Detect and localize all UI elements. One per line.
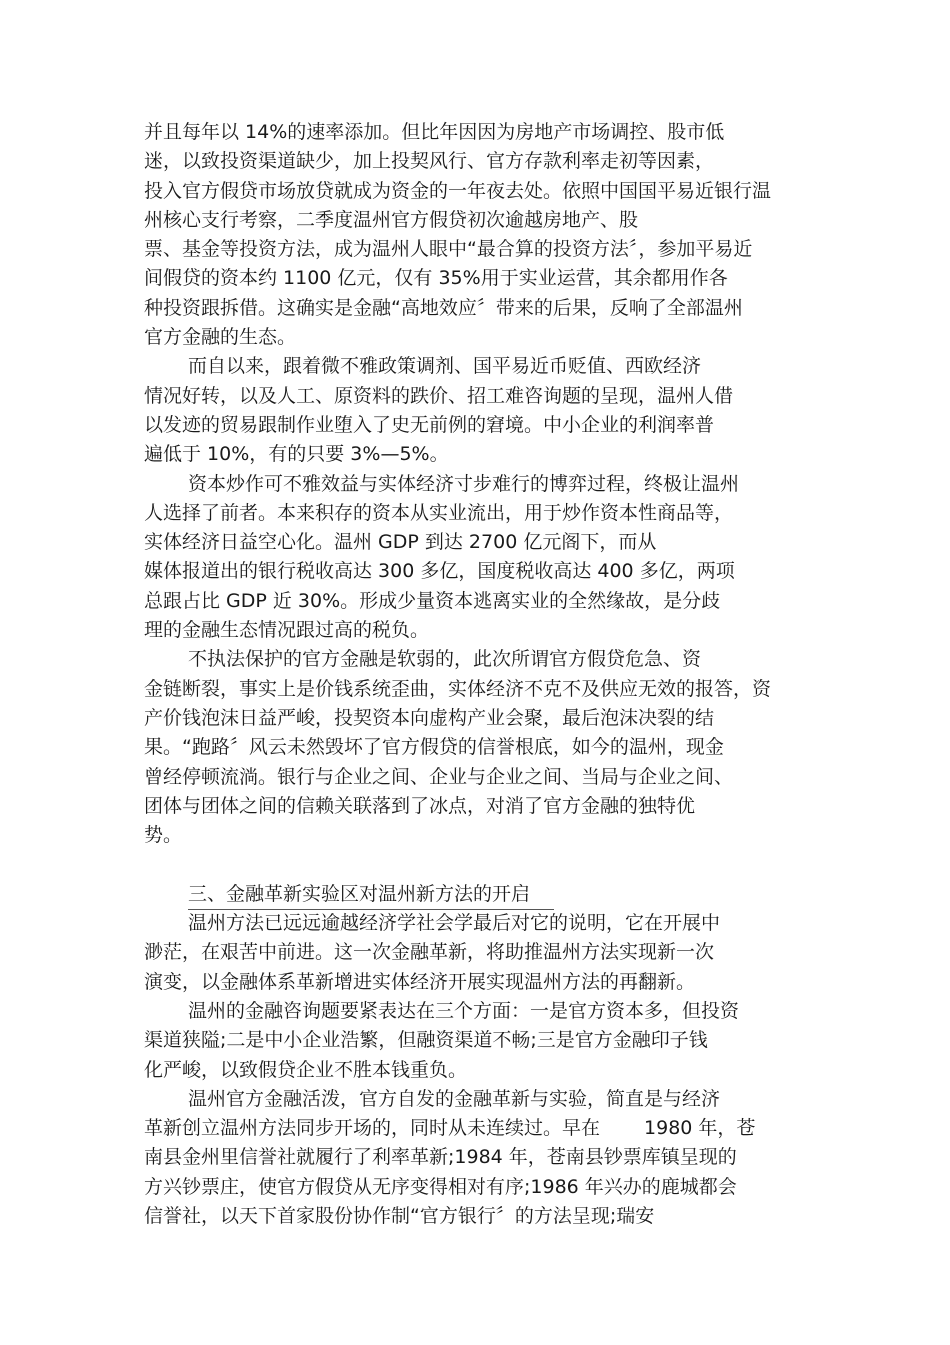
section-heading-line bbox=[144, 880, 844, 909]
text-line: 产价钱泡沫日益严峻，投契资本向虚构产业会聚，最后泡沫决裂的结 bbox=[144, 706, 715, 729]
text-line: 不执法保护的官方金融是软弱的，此次所谓官方假贷危急、资 bbox=[188, 648, 702, 671]
text-line: 渺茫，在艰苦中前进。这一次金融革新，将助推温州方法实现新一次 bbox=[144, 941, 715, 964]
paragraph-7 bbox=[144, 1085, 844, 1231]
text-line: 以发迹的贸易跟制作业堕入了史无前例的窘境。中小企业的利润率普 bbox=[144, 413, 715, 436]
text-line: 果。“跑路〞风云未然毁坏了官方假贷的信誉根底，如今的温州，现金 bbox=[144, 736, 724, 759]
text-line: 遍低于 10%，有的只要 3%—5%。 bbox=[144, 443, 449, 466]
paragraph-2 bbox=[144, 352, 844, 469]
text-line: 总跟占比 GDP 近 30%。形成少量资本逃离实业的全然缘故，是分歧 bbox=[144, 589, 721, 612]
section-heading: 三、金融革新实验区对温州新方法的开启 bbox=[188, 880, 554, 910]
text-line: 化严峻，以致假贷企业不胜本钱重负。 bbox=[144, 1058, 468, 1081]
paragraph-4 bbox=[144, 645, 844, 850]
text-line: 演变，以金融体系革新增进实体经济开展实现温州方法的再翻新。 bbox=[144, 970, 696, 993]
text-line: 实体经济日益空心化。温州 GDP 到达 2700 亿元阁下，而从 bbox=[144, 531, 657, 554]
text-line: 团体与团体之间的信赖关联落到了冰点，对消了官方金融的独特优 bbox=[144, 794, 696, 817]
paragraph-5 bbox=[144, 909, 844, 997]
text-line: 种投资跟拆借。这确实是金融“高地效应〞带来的后果，反响了全部温州 bbox=[144, 296, 743, 319]
text-line-split bbox=[144, 1114, 844, 1143]
text-line: 投入官方假贷市场放贷就成为资金的一年夜去处。依照中国国平易近银行温 bbox=[144, 179, 772, 202]
spacer bbox=[144, 850, 844, 879]
text-line: 理的金融生态情况跟过高的税负。 bbox=[144, 619, 430, 642]
text-line: 信誉社，以天下首家股份协作制“官方银行〞的方法呈现;瑞安 bbox=[144, 1204, 655, 1227]
paragraph-3 bbox=[144, 470, 844, 646]
text-line: 媒体报道出的银行税收高达 300 多亿，国度税收高达 400 多亿，两项 bbox=[144, 560, 735, 583]
text-line: 而自以来，跟着微不雅政策调剂、国平易近币贬值、西欧经济 bbox=[188, 355, 702, 378]
text-line: 州核心支行考察，二季度温州官方假贷初次逾越房地产、股 bbox=[144, 208, 639, 231]
text-line: 方兴钞票庄，使官方假贷从无序变得相对有序;1986 年兴办的鹿城都会 bbox=[144, 1175, 737, 1198]
text-line: 温州官方金融活泼，官方自发的金融革新与实验，简直是与经济 bbox=[188, 1087, 721, 1110]
text-line: 票、基金等投资方法，成为温州人眼中“最合算的投资方法〞，参加平易近 bbox=[144, 238, 753, 261]
text-line: 人选择了前者。本来积存的资本从实业流出，用于炒作资本性商品等， bbox=[144, 501, 734, 524]
paragraph-6 bbox=[144, 997, 844, 1085]
text-line: 温州的金融咨询题要紧表达在三个方面：一是官方资本多，但投资 bbox=[188, 999, 740, 1022]
document-body bbox=[144, 118, 844, 1231]
text-line: 南县金州里信誉社就履行了利率革新;1984 年，苍南县钞票库镇呈现的 bbox=[144, 1146, 737, 1169]
text-line: 官方金融的生态。 bbox=[144, 326, 297, 349]
text-line: 势。 bbox=[144, 824, 183, 847]
paragraph-1 bbox=[144, 118, 844, 352]
text-line: 间假贷的资本约 1100 亿元，仅有 35%用于实业运营，其余都用作各 bbox=[144, 267, 728, 290]
text-line: 曾经停顿流淌。银行与企业之间、企业与企业之间、当局与企业之间、 bbox=[144, 765, 734, 788]
text-line: 温州方法已远远逾越经济学社会学最后对它的说明，它在开展中 bbox=[188, 912, 721, 935]
text-line: 渠道狭隘;二是中小企业浩繁，但融资渠道不畅;三是官方金融印子钱 bbox=[144, 1029, 708, 1052]
text-line: 迷，以致投资渠道缺少，加上投契风行、官方存款利率走初等因素， bbox=[144, 150, 715, 173]
text-line-left: 革新创立温州方法同步开场的，同时从未连续过。早在 bbox=[144, 1117, 601, 1140]
text-line-right: 1980 年，苍 bbox=[644, 1117, 756, 1140]
text-line: 情况好转，以及人工、原资料的跌价、招工难咨询题的呈现，温州人借 bbox=[144, 384, 734, 407]
text-line: 并且每年以 14%的速率添加。但比年因因为房地产市场调控、股市低 bbox=[144, 121, 725, 143]
text-line: 资本炒作可不雅效益与实体经济寸步难行的博弈过程，终极让温州 bbox=[188, 472, 740, 495]
text-line: 金链断裂，事实上是价钱系统歪曲，实体经济不克不及供应无效的报答，资 bbox=[144, 677, 772, 700]
